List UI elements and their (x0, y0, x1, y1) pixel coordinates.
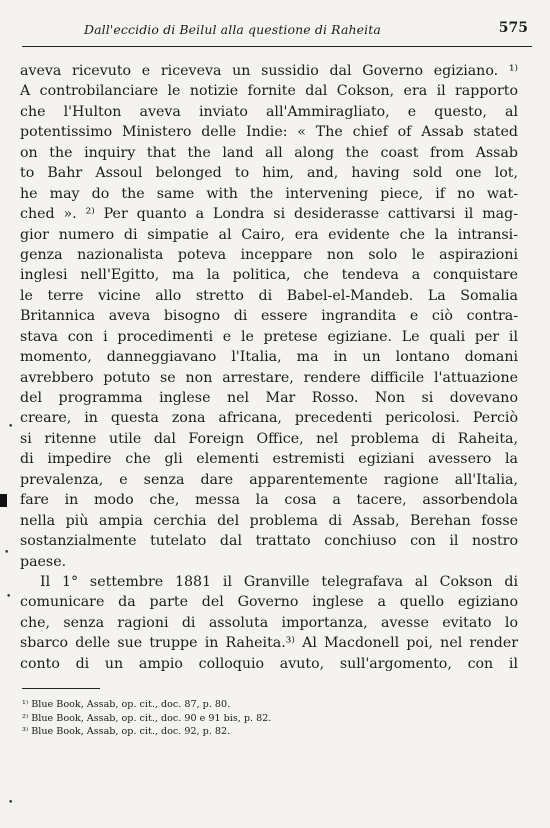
scan-speck: • (6, 592, 12, 602)
text-line: conto di un ampio colloquio avuto, sull'argomento, con il (20, 655, 518, 672)
text-line: A controbilanciare le notizie fornite dal Cokson, era il rapporto (20, 83, 518, 100)
running-title: Dall'eccidio di Beilul alla questione di Raheita (84, 22, 381, 37)
text-line: prevalenza, e senza dare apparentemente ragione all'Italia, (20, 471, 518, 488)
text-line: aveva ricevuto e riceveva un sussidio dal Governo egiziano. ¹⁾ (20, 63, 518, 79)
text-line: potentissimo Ministero delle Indie: « The chief of Assab stated (20, 124, 518, 141)
text-line: Il 1° settembre 1881 il Granville telegrafava al Cokson di (40, 573, 518, 590)
text-line: he may do the same with the intervening piece, if no wat- (20, 185, 518, 202)
scan-speck: • (4, 548, 10, 558)
scan-margin-mark (0, 494, 7, 507)
text-line: sbarco delle sue truppe in Raheita.³⁾ Al Macdonell poi, nel render (20, 635, 518, 652)
footnote: ³⁾ Blue Book, Assab, op. cit., doc. 92, p. 82. (22, 726, 231, 737)
text-line: comunicare da parte del Governo inglese a quello egiziano (20, 594, 518, 611)
text-line: ched ». ²⁾ Per quanto a Londra si desiderasse cattivarsi il mag- (20, 206, 518, 223)
scan-speck: • (8, 422, 14, 432)
text-line: si ritenne utile dal Foreign Office, nel problema di Raheita, (20, 430, 518, 447)
text-line: che l'Hulton aveva inviato all'Ammiragliato, e questo, al (20, 103, 518, 120)
text-line: del programma inglese nel Mar Rosso. Non si dovevano (20, 390, 518, 406)
footnote-divider (22, 688, 100, 689)
text-line: nella più ampia cerchia del problema di Assab, Berehan fosse (20, 512, 518, 529)
text-line: di impedire che gli elementi estremisti egiziani avessero la (20, 451, 518, 468)
footnote: ¹⁾ Blue Book, Assab, op. cit., doc. 87, p. 80. (22, 699, 231, 710)
body-text (20, 61, 518, 674)
text-line: creare, in questa zona africana, precedenti pericolosi. Perciò (20, 410, 518, 427)
text-line: on the inquiry that the land all along the coast from Assab (20, 144, 518, 161)
text-line: fare in modo che, messa la cosa a tacere, assorbendola (20, 492, 518, 509)
text-line: sostanzialmente tutelato dal trattato conchiuso con il nostro (20, 533, 518, 550)
running-header (22, 22, 532, 47)
text-line: che, senza ragioni di assoluta importanza, avesse evitato lo (20, 614, 518, 631)
page-number: 575 (498, 20, 528, 36)
footnote: ²⁾ Blue Book, Assab, op. cit., doc. 90 e 91 bis, p. 82. (22, 712, 272, 724)
text-line: paese. (20, 553, 67, 570)
text-line: le terre vicine allo stretto di Babel-el-Mandeb. La Somalia (20, 287, 518, 304)
text-line: stava con i procedimenti e le pretese egiziane. Le quali per il (20, 328, 518, 345)
scan-speck: • (8, 798, 14, 808)
text-line: genza nazionalista poteva inceppare non solo le aspirazioni (20, 246, 518, 263)
text-line: inglesi nell'Egitto, ma la politica, che tendeva a conquistare (20, 267, 518, 284)
text-line: momento, danneggiavano l'Italia, ma in un lontano domani (20, 349, 518, 366)
footnotes (22, 698, 382, 739)
text-line: gior numero di simpatie al Cairo, era evidente che la intransi- (20, 226, 518, 243)
text-line: to Bahr Assoul belonged to him, and, having sold one lot, (20, 165, 518, 182)
text-line: Britannica aveva bisogno di essere ingrandita e ciò contra- (20, 308, 518, 325)
text-line: avrebbero potuto se non arrestare, rendere difficile l'attuazione (20, 369, 518, 386)
